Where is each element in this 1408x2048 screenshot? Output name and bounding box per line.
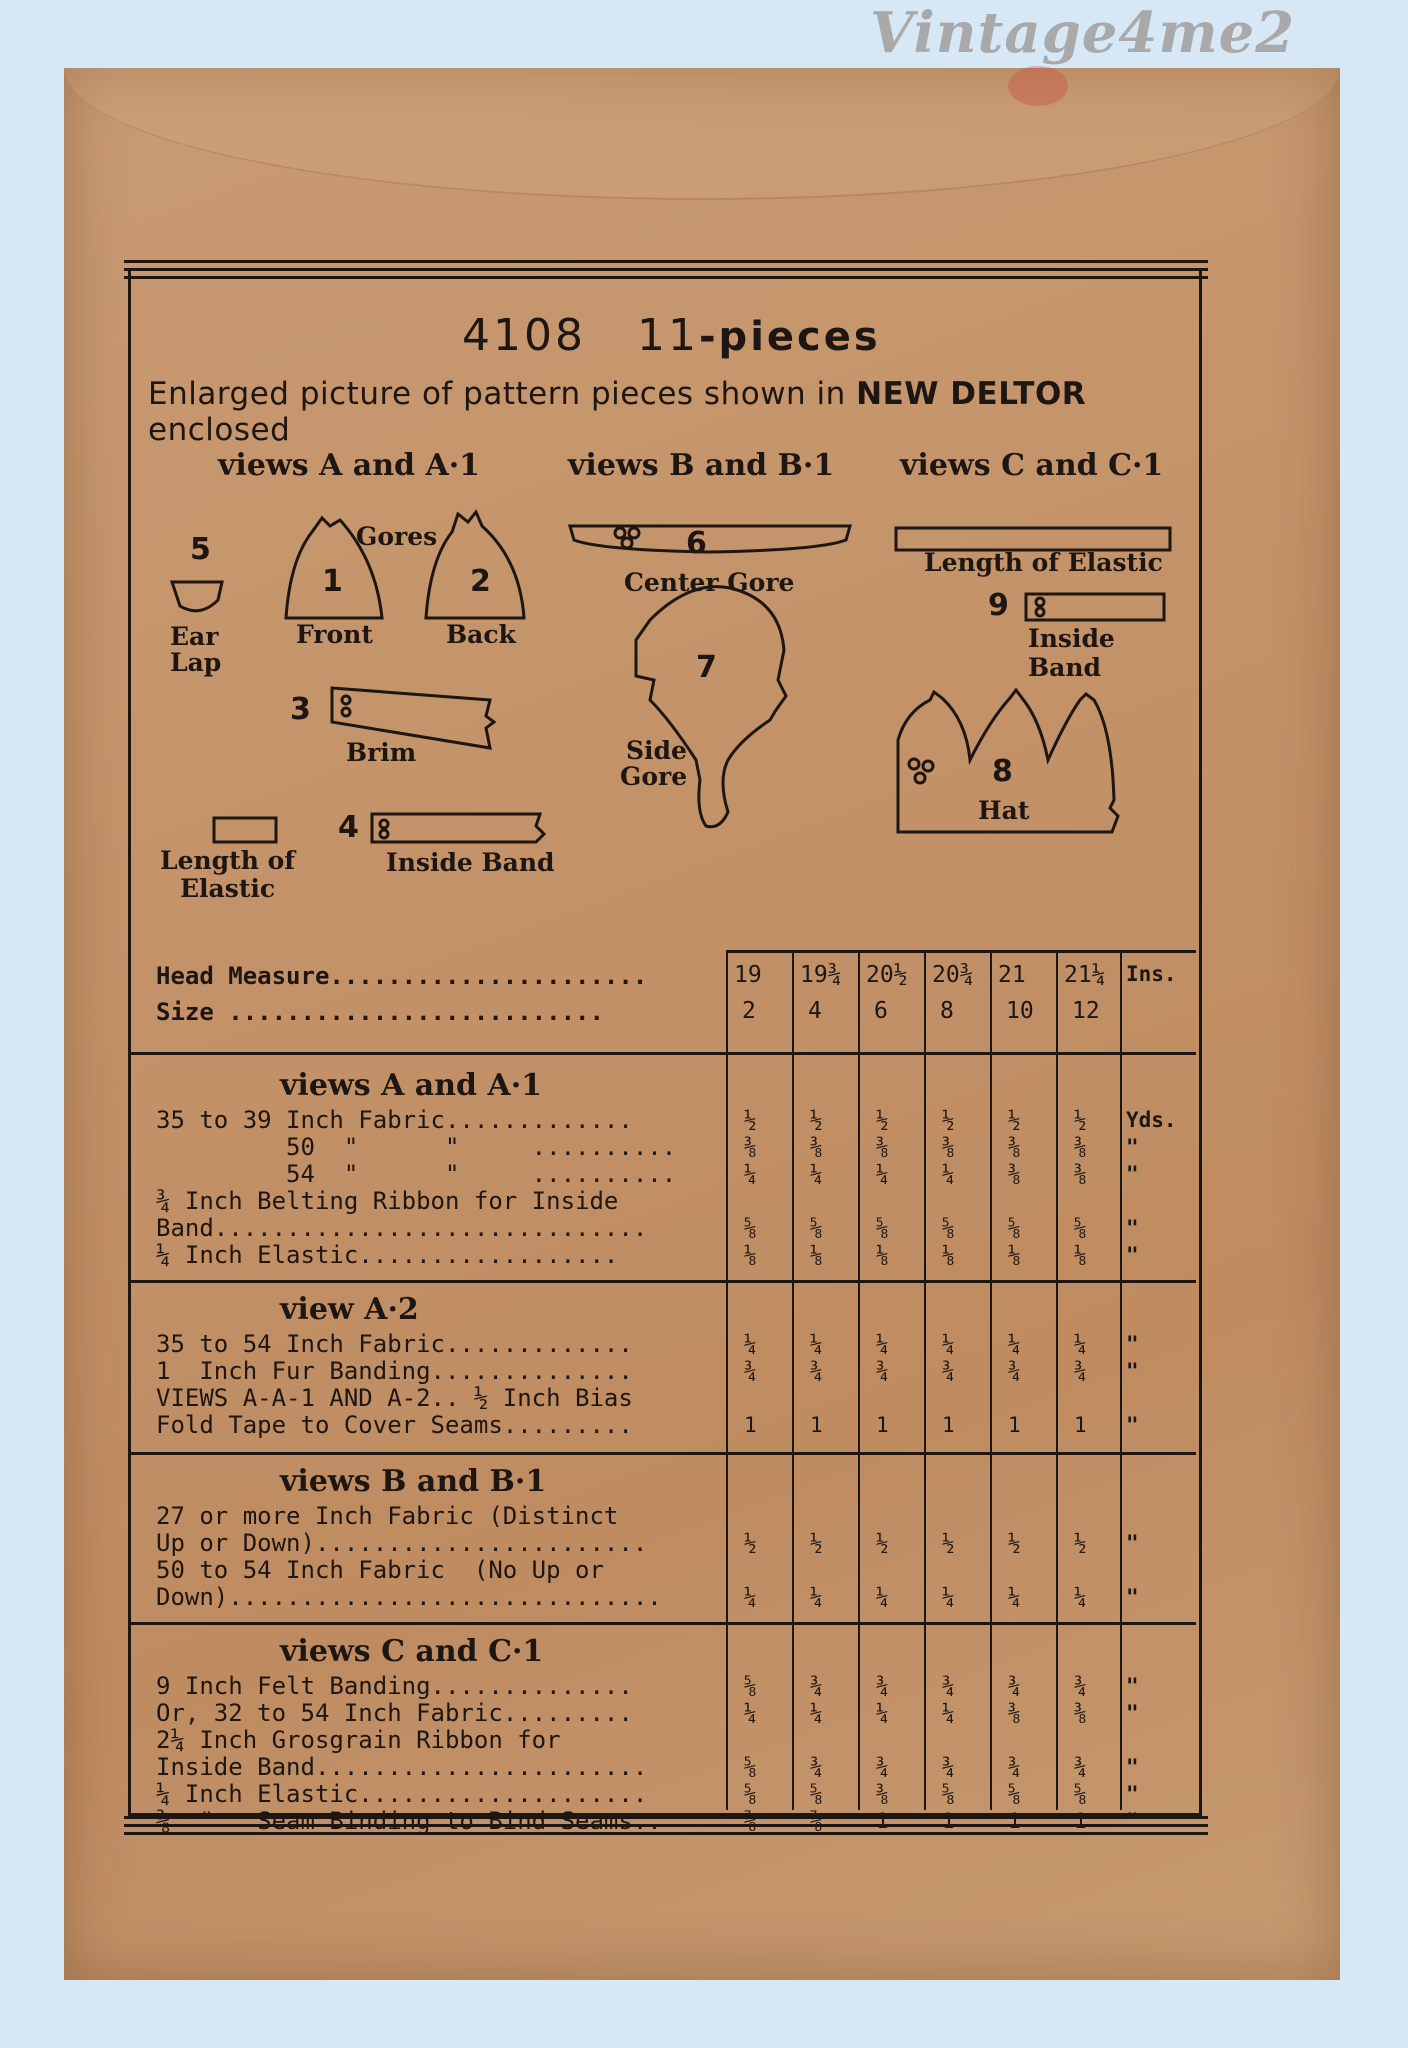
table-divider	[128, 1622, 1196, 1625]
views-a-heading: views A and A·1	[218, 448, 481, 483]
yardage-value: 1	[942, 1809, 955, 1833]
inside-band-c-shape	[1026, 594, 1164, 620]
yardage-value: ½	[1008, 1108, 1021, 1132]
size-value: 6	[874, 998, 888, 1024]
yardage-value: ¾	[876, 1359, 889, 1383]
subtitle-text: Enlarged picture of pattern pieces shown in	[148, 376, 857, 412]
yardage-value: ⅜	[1008, 1701, 1021, 1725]
piece-label-side: Side	[626, 736, 687, 765]
yardage-unit: "	[1126, 1332, 1139, 1356]
head-measure-value: 20½	[866, 962, 908, 988]
piece-label-inside-band-c: Inside Band	[1028, 624, 1115, 682]
piece-label-brim: Brim	[346, 738, 417, 767]
table-top-line	[726, 950, 1196, 953]
piece-label-center-gore: Center Gore	[624, 568, 795, 597]
yardage-value: ⅝	[1074, 1782, 1087, 1806]
yardage-value: ¼	[942, 1162, 955, 1186]
yardage-value: ⅛	[1074, 1243, 1087, 1267]
yardage-value: ¾	[744, 1359, 757, 1383]
yardage-value: ⅝	[744, 1216, 757, 1240]
yardage-unit: "	[1126, 1162, 1139, 1186]
yardage-value: ⅜	[876, 1135, 889, 1159]
piece-number-9: 9	[988, 588, 1009, 623]
yardage-value: ¼	[744, 1162, 757, 1186]
piece-label-gore: Gore	[620, 762, 688, 791]
table-row-label: 9 Inch Felt Banding..............	[156, 1672, 633, 1700]
piece-label-length-of-elastic: Length of Elastic	[924, 548, 1163, 577]
section-title: view A·2	[280, 1292, 419, 1327]
yardage-value: ½	[810, 1108, 823, 1132]
table-row-label: Inside Band.......................	[156, 1753, 648, 1781]
elastic-a-shape	[214, 818, 276, 842]
table-row-label: Fold Tape to Cover Seams.........	[156, 1411, 633, 1439]
yardage-value: ⅜	[744, 1135, 757, 1159]
yardage-value: ⅝	[1074, 1216, 1087, 1240]
table-row-label: 27 or more Inch Fabric (Distinct	[156, 1502, 619, 1530]
head-measure-value: 21¼	[1064, 962, 1106, 988]
yardage-value: ⅜	[876, 1782, 889, 1806]
yardage-value: ⅜	[1074, 1701, 1087, 1725]
yardage-value: ¼	[876, 1701, 889, 1725]
section-title: views C and C·1	[280, 1634, 544, 1669]
yardage-value: ½	[1008, 1531, 1021, 1555]
yardage-value: ¾	[1008, 1674, 1021, 1698]
table-row-label: Band..............................	[156, 1214, 648, 1242]
yardage-value: ⅝	[1008, 1216, 1021, 1240]
yardage-value: ½	[942, 1531, 955, 1555]
size-label: Size ..........................	[156, 998, 604, 1026]
section-title: views B and B·1	[280, 1464, 547, 1499]
piece-number-1: 1	[322, 564, 343, 599]
head-measure-label: Head Measure......................	[156, 962, 648, 990]
pieces-count: 11	[636, 310, 699, 361]
yardage-value: ¼	[942, 1585, 955, 1609]
subtitle-text-end: enclosed	[148, 412, 291, 448]
yardage-value: ¾	[810, 1674, 823, 1698]
views-c-heading: views C and C·1	[900, 448, 1164, 483]
yardage-value: ¼	[876, 1162, 889, 1186]
center-gore-shape	[570, 526, 850, 552]
table-row-label: ¼ Inch Elastic..................	[156, 1241, 619, 1269]
table-row-label: 50 to 54 Inch Fabric (No Up or	[156, 1556, 604, 1584]
table-row-label: 2¼ Inch Grosgrain Ribbon for	[156, 1726, 561, 1754]
yardage-value: ⅝	[876, 1216, 889, 1240]
piece-label-ear: Ear	[170, 622, 219, 651]
yardage-unit: "	[1126, 1531, 1139, 1555]
yardage-value: ¼	[1074, 1332, 1087, 1356]
piece-label-back: Back	[446, 620, 516, 649]
yardage-value: ¼	[810, 1332, 823, 1356]
pattern-number: 4108	[462, 310, 586, 361]
piece-label-elastic: Elastic	[180, 874, 276, 903]
yardage-unit: "	[1126, 1359, 1139, 1383]
piece-label-length-of: Length of	[160, 846, 295, 875]
yardage-value: ¼	[744, 1585, 757, 1609]
yardage-value: 1	[876, 1809, 889, 1833]
yardage-value: ⅛	[942, 1243, 955, 1267]
yardage-value: ¾	[942, 1674, 955, 1698]
yardage-value: ¼	[1074, 1585, 1087, 1609]
piece-number-2: 2	[470, 564, 491, 599]
piece-label-hat: Hat	[978, 796, 1030, 825]
yardage-value: ¼	[942, 1332, 955, 1356]
table-divider	[128, 1452, 1196, 1455]
yardage-value: ⅝	[942, 1782, 955, 1806]
yardage-value: ⅜	[1008, 1135, 1021, 1159]
fold-mark	[615, 528, 625, 538]
yardage-value: ¼	[876, 1585, 889, 1609]
table-row-label: Or, 32 to 54 Inch Fabric.........	[156, 1699, 633, 1727]
yardage-value: ½	[744, 1531, 757, 1555]
yardage-unit: "	[1126, 1701, 1139, 1725]
yardage-value: ¾	[942, 1755, 955, 1779]
yardage-unit: "	[1126, 1809, 1139, 1833]
yardage-value: ⅛	[744, 1243, 757, 1267]
yardage-value: ⅝	[942, 1216, 955, 1240]
size-value: 8	[940, 998, 954, 1024]
yardage-value: ⅝	[744, 1782, 757, 1806]
piece-number-8: 8	[992, 754, 1013, 789]
yardage-value: 1	[1074, 1809, 1087, 1833]
yardage-unit: "	[1126, 1243, 1139, 1267]
inside-band-a-shape	[372, 814, 544, 842]
fold-mark	[380, 820, 388, 828]
yardage-value: ½	[876, 1108, 889, 1132]
yardage-value: ¾	[810, 1359, 823, 1383]
yardage-value: ¼	[1008, 1332, 1021, 1356]
size-value: 4	[808, 998, 822, 1024]
size-value: 10	[1006, 998, 1034, 1024]
yardage-value: ¼	[942, 1701, 955, 1725]
yardage-unit: "	[1126, 1216, 1139, 1240]
yardage-value: ⅝	[1008, 1782, 1021, 1806]
pieces-word: -pieces	[698, 314, 881, 360]
yardage-unit: "	[1126, 1782, 1139, 1806]
yardage-value: ⅜	[1074, 1135, 1087, 1159]
yardage-value: ½	[1074, 1108, 1087, 1132]
yardage-value: ¾	[1074, 1674, 1087, 1698]
table-row-label: Down)..............................	[156, 1583, 662, 1611]
yardage-value: ⅝	[744, 1755, 757, 1779]
yardage-value: 1	[744, 1413, 757, 1437]
piece-label-front: Front	[296, 620, 373, 649]
head-measure-value: 19	[734, 962, 762, 988]
yardage-value: ½	[744, 1108, 757, 1132]
yardage-unit: "	[1126, 1585, 1139, 1609]
yardage-value: ¼	[810, 1701, 823, 1725]
yardage-value: ¾	[1008, 1359, 1021, 1383]
yardage-unit: "	[1126, 1135, 1139, 1159]
yardage-value: ⅝	[810, 1782, 823, 1806]
piece-number-5: 5	[190, 532, 211, 567]
yardage-value: ¾	[1074, 1755, 1087, 1779]
table-row-label: ¼ Inch Elastic....................	[156, 1780, 648, 1808]
yardage-value: ⅝	[810, 1216, 823, 1240]
yardage-value: ½	[876, 1531, 889, 1555]
table-row-label: VIEWS A-A-1 AND A-2.. ½ Inch Bias	[156, 1384, 633, 1412]
yardage-unit: "	[1126, 1413, 1139, 1437]
size-value: 2	[742, 998, 756, 1024]
head-measure-value: 19¾	[800, 962, 842, 988]
table-row-label: 35 to 54 Inch Fabric.............	[156, 1330, 633, 1358]
table-row-label: ⅜ " Seam Binding to Bind Seams..	[156, 1807, 662, 1835]
yardage-value: ⅜	[942, 1135, 955, 1159]
ear-lap-shape	[172, 582, 222, 611]
yardage-value: ¾	[942, 1359, 955, 1383]
head-measure-unit: Ins.	[1126, 962, 1177, 986]
yardage-value: ⅛	[810, 1243, 823, 1267]
yardage-value: ¼	[876, 1332, 889, 1356]
fold-mark	[909, 759, 919, 769]
yardage-value: ¼	[744, 1701, 757, 1725]
yardage-value: 1	[942, 1413, 955, 1437]
yardage-value: ⅜	[1008, 1162, 1021, 1186]
yardage-value: ½	[810, 1531, 823, 1555]
piece-number-6: 6	[686, 526, 707, 561]
yardage-value: ¾	[1008, 1755, 1021, 1779]
yardage-unit: "	[1126, 1755, 1139, 1779]
yardage-unit: Yds.	[1126, 1108, 1177, 1132]
table-divider	[128, 1052, 1196, 1055]
yardage-value: ¾	[876, 1755, 889, 1779]
section-title: views A and A·1	[280, 1068, 543, 1103]
fold-mark	[1036, 598, 1044, 606]
column-line	[726, 950, 728, 1810]
yardage-value: ⅞	[810, 1809, 823, 1833]
yardage-value: ½	[1074, 1531, 1087, 1555]
elastic-c-shape	[896, 528, 1170, 550]
yardage-unit: "	[1126, 1674, 1139, 1698]
yardage-value: ¼	[744, 1332, 757, 1356]
piece-number-3: 3	[290, 692, 311, 727]
piece-number-4: 4	[338, 810, 359, 845]
yardage-value: ¼	[810, 1585, 823, 1609]
yardage-value: ⅜	[810, 1135, 823, 1159]
yardage-value: ⅛	[1008, 1243, 1021, 1267]
piece-label-lap: Lap	[170, 648, 222, 677]
yardage-value: ⅛	[876, 1243, 889, 1267]
yardage-value: ¼	[810, 1162, 823, 1186]
yardage-value: ¾	[1074, 1359, 1087, 1383]
table-row-label: 1 Inch Fur Banding..............	[156, 1357, 633, 1385]
yardage-value: 1	[1008, 1809, 1021, 1833]
table-row-label: 54 " " ..........	[156, 1160, 677, 1188]
yardage-value: ¼	[1008, 1585, 1021, 1609]
yardage-value: ⅜	[1074, 1162, 1087, 1186]
yardage-value: 1	[810, 1413, 823, 1437]
yardage-value: ½	[942, 1108, 955, 1132]
size-value: 12	[1072, 998, 1100, 1024]
head-measure-value: 20¾	[932, 962, 974, 988]
head-measure-value: 21	[998, 962, 1026, 988]
yardage-value: ¾	[810, 1755, 823, 1779]
piece-label-gores: Gores	[356, 522, 438, 551]
table-divider	[128, 1280, 1196, 1283]
table-row-label: 35 to 39 Inch Fabric.............	[156, 1106, 633, 1134]
yardage-value: ⅞	[744, 1809, 757, 1833]
views-b-heading: views B and B·1	[568, 448, 835, 483]
brand-name: NEW DELTOR	[856, 376, 1087, 412]
table-row-label: ¾ Inch Belting Ribbon for Inside	[156, 1187, 619, 1215]
piece-number-7: 7	[696, 650, 717, 685]
table-row-label: Up or Down).......................	[156, 1529, 648, 1557]
table-row-label: 50 " " ..........	[156, 1133, 677, 1161]
fold-mark	[342, 696, 350, 704]
piece-label-inside-band-a: Inside Band	[386, 848, 555, 877]
yardage-value: ¾	[876, 1674, 889, 1698]
yardage-value: 1	[1074, 1413, 1087, 1437]
yardage-value: 1	[1008, 1413, 1021, 1437]
yardage-value: 1	[876, 1413, 889, 1437]
watermark-logo: Vintage4me2	[870, 0, 1296, 66]
yardage-value: ⅝	[744, 1674, 757, 1698]
